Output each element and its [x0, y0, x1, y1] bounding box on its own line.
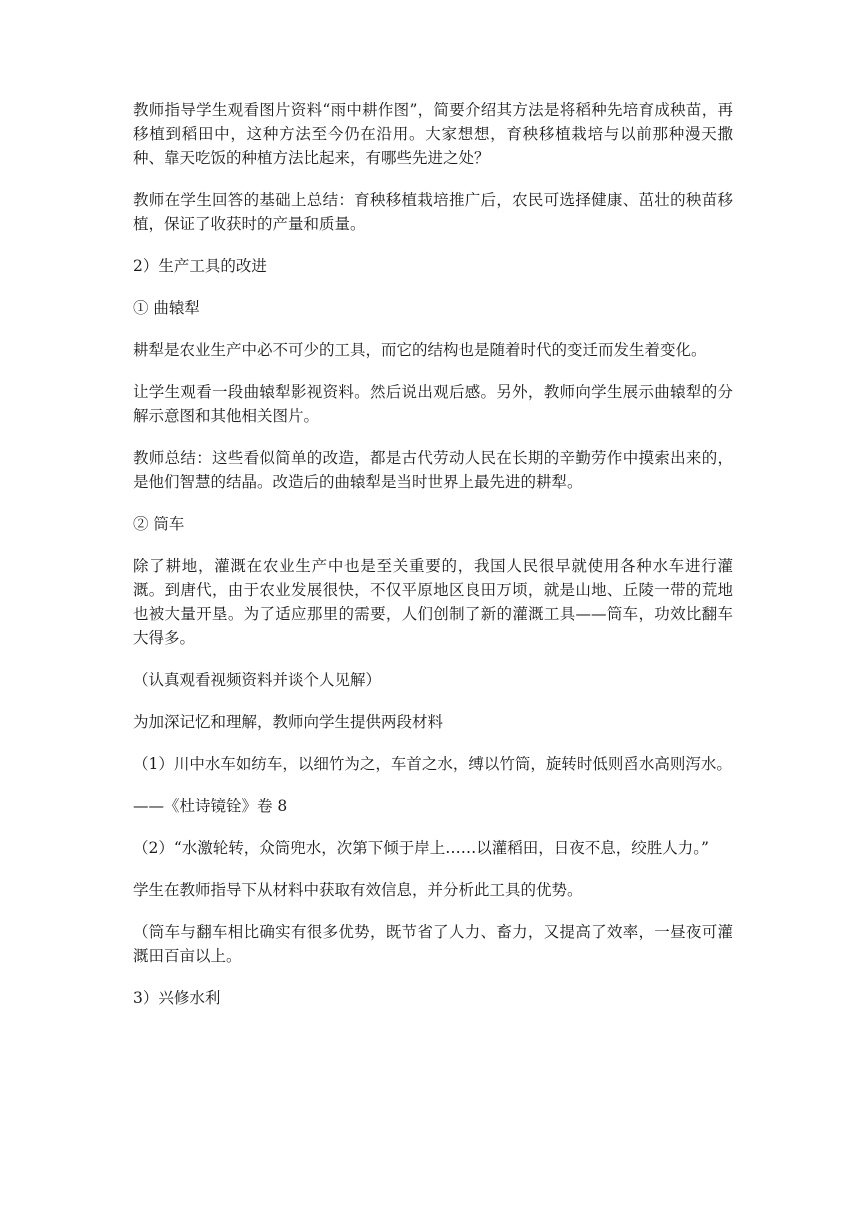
paragraph-materials-intro: 为加深记忆和理解，教师向学生提供两段材料: [133, 713, 444, 731]
paragraph-plough-summary: 教师总结：这些看似简单的改造，都是古代劳动人民在长期的辛勤劳作中摸索出来的，是他们智慧的结晶。改造后的曲辕犁是当时世界上最先进的耕犁。: [133, 449, 733, 491]
quote-material-1: （1）川中水车如纺车，以细竹为之，车首之水，缚以竹筒，旋转时低则舀水高则泻水。: [133, 755, 732, 773]
paragraph-tube-wheel-advantages: （筒车与翻车相比确实有很多优势，既节省了人力、畜力，又提高了效率，一昼夜可灌溉田百亩以上。: [133, 923, 733, 965]
heading-curved-plough: ① 曲辕犁: [133, 299, 200, 317]
heading-tool-improvement: 2）生产工具的改进: [133, 257, 267, 275]
paragraph-student-analysis: 学生在教师指导下从材料中获取有效信息，并分析此工具的优势。: [133, 881, 583, 899]
paragraph-irrigation-intro: 除了耕地，灌溉在农业生产中也是至关重要的，我国人民很早就使用各种水车进行灌溉。到唐代，由于农业发展很快，不仅平原地区良田万顷，就是山地、丘陵一带的荒地也被大量开垦。为了适应那里的需要，人们创制了新的灌溉工具——筒车，功效比翻车大得多。: [133, 557, 733, 647]
document-body: [133, 98, 733, 1028]
heading-tube-wheel: ② 筒车: [133, 515, 185, 533]
heading-water-conservancy: 3）兴修水利: [133, 989, 221, 1007]
quote-source: ——《杜诗镜铨》卷 8: [133, 797, 288, 815]
quote-material-2: （2）“水激轮转，众筒兜水，次第下倾于岸上……以灌稻田，日夜不息，绞胜人力。”: [133, 839, 709, 857]
paragraph-plough-intro: 耕犁是农业生产中必不可少的工具，而它的结构也是随着时代的变迁而发生着变化。: [133, 341, 707, 359]
paragraph-plough-video: 让学生观看一段曲辕犁影视资料。然后说出观后感。另外，教师向学生展示曲辕犁的分解示意图和其他相关图片。: [133, 383, 733, 425]
paragraph-rain-farming-intro: 教师指导学生观看图片资料“雨中耕作图”，简要介绍其方法是将稻种先培育成秧苗，再移植到稻田中，这种方法至今仍在沿用。大家想想，育秧移植栽培与以前那种漫天撒种、靠天吃饭的种植方法比起来，有哪些先进之处？: [133, 101, 733, 167]
paragraph-seedling-summary: 教师在学生回答的基础上总结：育秧移植栽培推广后，农民可选择健康、茁壮的秧苗移植，保证了收获时的产量和质量。: [133, 191, 733, 233]
paragraph-video-note: （认真观看视频资料并谈个人见解）: [133, 671, 382, 689]
